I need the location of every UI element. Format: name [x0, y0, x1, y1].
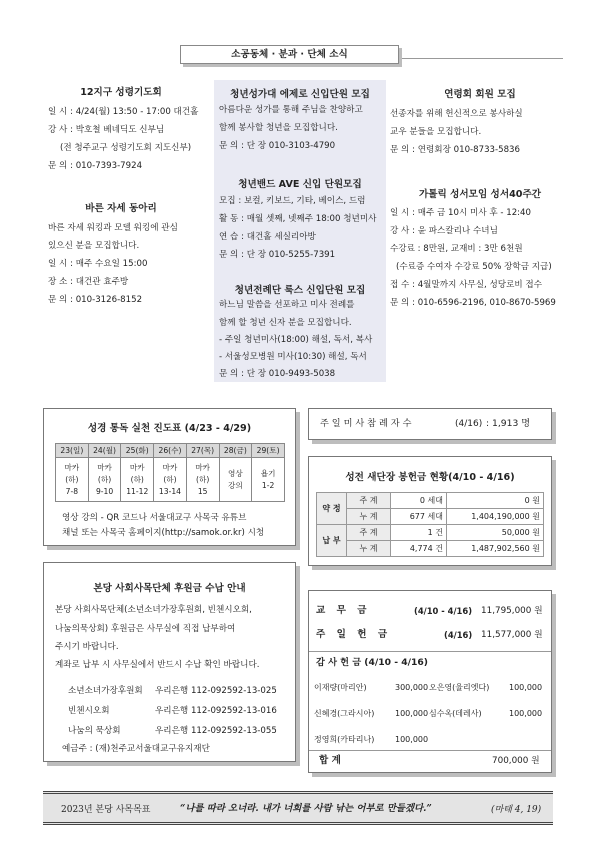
- bible-day-cell: [121, 458, 154, 502]
- bible-day-header: 28(금): [219, 444, 252, 458]
- fund-row: [317, 541, 544, 557]
- thanks-amount: 100,000: [509, 683, 543, 692]
- thanks-name: 심수옥(데레사): [429, 709, 482, 718]
- account-number: 우리은행 112-092592-13-025: [155, 686, 277, 696]
- fund-row-label: 누 계: [347, 541, 391, 557]
- offering-period: (4/10 - 4/16): [414, 606, 473, 616]
- youth-choir-line: 문 의 : 단 장 010-3103-4790: [219, 141, 336, 151]
- bible-reading-text: 마카: [97, 462, 112, 472]
- thanks-amount: 100,000: [395, 735, 429, 744]
- renovation-fund-title: 성전 새단장 봉헌금 현황(4/10 - 4/16): [345, 472, 515, 483]
- bible-day-header: 26(수): [154, 444, 187, 458]
- offering-period: (4/16): [444, 630, 473, 640]
- bible-study-title: 가톨릭 성서모임 성서40주간: [419, 189, 541, 200]
- bible-reading-text: 욥기: [260, 468, 276, 478]
- bible-reading-text: 마카: [129, 462, 145, 472]
- attendance-value: : 1,913 명: [486, 418, 531, 429]
- posture-club-line: 바른 자세 워킹과 모델 워킹에 관심: [48, 223, 178, 233]
- bible-day-header: 23(일): [56, 444, 89, 458]
- support-notice-title: 본당 사회사목단체 후원금 수납 안내: [93, 583, 246, 594]
- thanks-name: 이재량(마리안): [314, 683, 367, 692]
- bible-reading-text: (하): [163, 474, 177, 484]
- fund-row-amount: 1,404,190,000 원: [447, 509, 544, 525]
- bible-reading-note: 영상 강의 - QR 코드나 서울대교구 사목국 유튜브: [62, 513, 247, 523]
- bible-study-line: 일 시 : 매주 금 10시 미사 후 - 12:40: [390, 208, 531, 218]
- offerings-box: [308, 590, 552, 773]
- support-notice-line: 주시기 바랍니다.: [55, 642, 119, 652]
- account-name: 소년소녀가장후원회: [68, 686, 143, 696]
- thanks-name: 신혜경(그라시아): [314, 709, 375, 718]
- bible-day-header: 29(토): [252, 444, 285, 458]
- bible-reading-note: 채널 또는 사목국 홈페이지(http://samok.or.kr) 시청: [62, 528, 265, 538]
- posture-club-line: 일 시 : 매주 수요일 15:00: [48, 259, 148, 269]
- offering-label: 교 무 금: [316, 605, 371, 616]
- prayer-meeting-line: (전 청주교구 성령기도회 지도신부): [60, 143, 192, 153]
- bible-reading-text: 7-8: [65, 486, 79, 496]
- fund-row-amount: 50,000 원: [447, 525, 544, 541]
- footer-goal-label: 2023년 본당 사목목표: [61, 805, 151, 815]
- thanks-name: 오은영(율리엣다): [429, 683, 490, 692]
- fund-row-label: 누 계: [347, 509, 391, 525]
- funeral-society-line: 교우 분들을 모집합니다.: [390, 127, 482, 137]
- bible-reading-text: 9-10: [95, 486, 114, 496]
- footer-reference: (마태 4, 19): [491, 805, 542, 815]
- support-notice-line: 본당 사회사목단체(소년소녀가장후원회, 빈첸시오회,: [55, 605, 252, 615]
- thanks-amount: 100,000: [509, 709, 543, 718]
- bible-study-line: 문 의 : 010-6596-2196, 010-8670-5969: [390, 298, 556, 308]
- prayer-meeting-line: 문 의 : 010-7393-7924: [48, 161, 143, 171]
- prayer-meeting-line: 일 시 : 4/24(월) 13:50 - 17:00 대건홀: [48, 107, 199, 117]
- fund-group-label: 약 정: [317, 493, 347, 525]
- total-divider: [309, 750, 551, 751]
- bible-reading-text: 영상: [228, 468, 243, 478]
- fund-group-label: 납 부: [317, 525, 347, 557]
- bible-reading-days-row: [56, 444, 285, 458]
- renovation-fund-table: [316, 492, 544, 557]
- fund-row-count: 4,774 건: [391, 541, 447, 557]
- account-name: 빈첸시오회: [68, 706, 110, 716]
- fund-row: [317, 525, 544, 541]
- bible-study-line: 강 사 : 윤 파스칼리나 수녀님: [390, 226, 498, 236]
- bible-day-cell: [219, 458, 252, 502]
- thanks-amount: 100,000: [395, 709, 429, 718]
- youth-liturgy-line: - 주일 청년미사(18:00) 해설, 독서, 복사: [219, 335, 373, 345]
- footer-bar: [43, 791, 553, 825]
- youth-liturgy-line: 함께 할 청년 신자 분을 모집합니다.: [219, 318, 352, 328]
- attendance-label: 주 일 미 사 참 례 자 수: [320, 418, 412, 429]
- bible-day-cell: [252, 458, 285, 502]
- support-notice-line: 나눔의묵상회) 후원금은 사무실에 직접 납부하여: [55, 624, 236, 634]
- total-value: 700,000 원: [492, 756, 540, 766]
- fund-row-count: 677 세대: [391, 509, 447, 525]
- account-number: 우리은행 112-092592-13-016: [155, 706, 277, 716]
- fund-row-count: 0 세대: [391, 493, 447, 509]
- thanks-amount: 300,000: [395, 683, 429, 692]
- attendance-box: [308, 408, 552, 440]
- offering-amount: 11,577,000 원: [481, 630, 543, 640]
- bible-reading-text: 1-2: [261, 480, 275, 490]
- thanks-offering-title: 감 사 헌 금 (4/10 - 4/16): [316, 657, 428, 668]
- fund-row-label: 주 계: [347, 493, 391, 509]
- offering-label: 주 일 헌 금: [316, 629, 392, 640]
- posture-club-title: 바른 자세 동아리: [85, 203, 157, 214]
- bible-day-header: 25(화): [121, 444, 154, 458]
- bible-reading-text: 11-12: [126, 486, 149, 496]
- fund-row-amount: 0 원: [447, 493, 544, 509]
- youth-liturgy-title: 청년전례단 룩스 신입단원 모집: [234, 285, 366, 296]
- bible-reading-title: 성경 통독 실천 진도표 (4/23 - 4/29): [87, 423, 252, 434]
- footer-quote: “나를 따라 오너라. 내가 너희를 사람 낚는 어부로 만들겠다.”: [180, 803, 432, 814]
- bible-reading-text: (하): [196, 474, 210, 484]
- bible-reading-text: 마카: [162, 462, 178, 472]
- bible-day-cell: [56, 458, 89, 502]
- support-notice-box: [43, 562, 296, 762]
- youth-liturgy-line: 하느님 말씀을 선포하고 미사 전례를: [219, 300, 355, 310]
- bible-reading-text: (하): [130, 474, 144, 484]
- bible-day-cell: [154, 458, 187, 502]
- prayer-meeting-title: 12지구 성령기도회: [80, 87, 162, 98]
- bible-reading-text: 15: [197, 486, 208, 496]
- bible-study-line: (수료증 수여자 수강료 50% 장학금 지급): [396, 262, 552, 272]
- bible-reading-box: [43, 408, 296, 546]
- account-holder: 예금주 : (재)천주교서울대교구유지재단: [62, 744, 210, 754]
- youth-band-line: 연 습 : 대건홀 세실리아방: [219, 232, 316, 242]
- youth-band-line: 모집 : 보컬, 키보드, 기타, 베이스, 드럼: [219, 196, 366, 206]
- funeral-society-title: 연령회 회원 모집: [444, 89, 516, 100]
- bible-reading-text: 마카: [195, 462, 210, 472]
- header-title: 소공동체 · 분과 · 단체 소식: [231, 49, 348, 60]
- fund-row-count: 1 건: [391, 525, 447, 541]
- renovation-fund-box: [308, 456, 552, 566]
- thanks-name: 정영희(카타리나): [314, 735, 375, 744]
- bible-day-cell: [186, 458, 219, 502]
- posture-club-line: 문 의 : 010-3126-8152: [48, 295, 143, 305]
- bible-reading-text: (하): [65, 474, 79, 484]
- fund-row-amount: 1,487,902,560 원: [447, 541, 544, 557]
- offering-amount: 11,795,000 원: [481, 606, 543, 616]
- posture-club-line: 장 소 : 대건관 효주방: [48, 277, 129, 287]
- bible-study-line: 접 수 : 4월말까지 사무실, 성당로비 접수: [390, 280, 543, 290]
- header-title-box: [180, 45, 399, 64]
- bible-reading-text: (하): [97, 474, 112, 484]
- youth-liturgy-line: 문 의 : 단 장 010-9493-5038: [219, 369, 336, 379]
- fund-row: [317, 493, 544, 509]
- bible-study-line: 수강료 : 8만원, 교재비 : 3만 6천원: [390, 244, 523, 254]
- youth-choir-line: 함께 봉사할 청년을 모집합니다.: [219, 123, 338, 133]
- bible-reading-text: 마카: [64, 462, 80, 472]
- bible-reading-text: 13-14: [158, 486, 181, 496]
- bible-day-header: 27(목): [186, 444, 219, 458]
- youth-choir-line: 아름다운 성가를 통해 주님을 찬양하고: [219, 105, 363, 115]
- youth-liturgy-line: - 서울성모병원 미사(10:30) 해설, 독서: [219, 352, 367, 362]
- youth-band-title: 청년밴드 AVE 신입 단원모집: [238, 179, 362, 190]
- funeral-society-line: 문 의 : 연령회장 010-8733-5836: [390, 145, 520, 155]
- total-label: 합 계: [319, 755, 341, 766]
- offerings-divider: [309, 651, 551, 652]
- support-notice-line: 계좌로 납부 시 사무실에서 반드시 수납 확인 바랍니다.: [55, 660, 260, 670]
- posture-club-line: 있으신 분을 모집합니다.: [48, 241, 140, 251]
- fund-row: [317, 509, 544, 525]
- account-name: 나눔의 묵상회: [68, 726, 121, 736]
- youth-band-line: 활 동 : 매월 셋째, 넷째주 18:00 청년미사: [219, 214, 377, 224]
- bible-day-cell: [88, 458, 121, 502]
- youth-choir-title: 청년성가대 에제로 신입단원 모집: [230, 89, 370, 100]
- bible-day-header: 24(월): [88, 444, 121, 458]
- youth-band-line: 문 의 : 단 장 010-5255-7391: [219, 250, 336, 260]
- attendance-date: (4/16): [455, 419, 483, 429]
- bible-reading-table: [55, 443, 285, 502]
- fund-row-label: 주 계: [347, 525, 391, 541]
- funeral-society-line: 선종자를 위해 헌신적으로 봉사하실: [390, 109, 523, 119]
- account-number: 우리은행 112-092592-13-055: [155, 726, 277, 736]
- prayer-meeting-line: 강 사 : 박호철 베네딕도 신부님: [48, 125, 165, 135]
- bible-reading-cells-row: [56, 458, 285, 502]
- bible-reading-text: 강의: [228, 480, 243, 490]
